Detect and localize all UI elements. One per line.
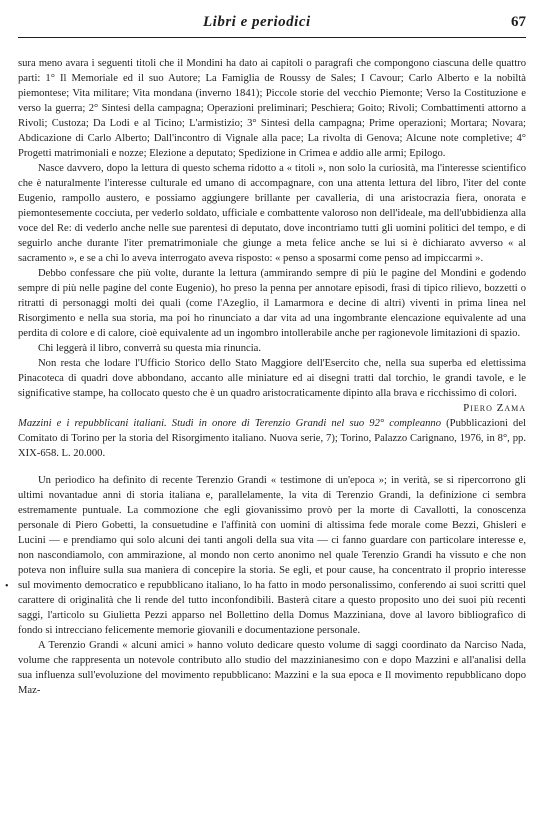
book-title: Mazzini e i repubblicani italiani. Studi in onore di Terenzio Grandi nel suo 92° compleanno [18,418,442,429]
header-rule [18,37,526,38]
paragraph: A Terenzio Grandi « alcuni amici » hanno voluto dedicare questo volume di saggi coordinato da Narciso Nada, volume che rappresenta un notevole contributo allo studio del mazzinianesimo con e dopo Mazzini e all'analisi della sua influenza sull'evoluzione del movimento repubblicano: Mazzini e la sua epoca e Il movimento repubblicano dopo Maz- [18,640,526,696]
page-body [18,56,526,698]
running-title: Libri e periodici [203,14,311,30]
paragraph: Nasce davvero, dopo la lettura di questo schema ridotto a « titoli », non solo la curiosità, ma l'interesse scientifico che è naturalmente l'interesse culturale ed umano di accompagnare, con una attenta lettura del libro, l'iter del conte Eugenio, rampollo austero, e possiamo aggiungere brillante per cavalleria, di una aristocrazia fiera, onorata e piemontesemente cocciuta, per vederlo soldato, ufficiale e combattente valoroso non dell'ideale, ma dell'ubbidienza alla voce del Re: di vederlo anche nelle sue parentesi di deputato, dove incontriamo tutti gli uomini politici del tempo, e di seguirlo anche durante l'iter prematrimoniale che giunge a meta felice anche se lui si è dichiarato avverso « al sacramento », e se a chi lo aveva interrogato aveva risposto: « penso a sposarmi come penso ad impiccarmi ». [18,163,526,264]
paragraph: sura meno avara i seguenti titoli che il Mondini ha dato ai capitoli o paragrafi che compongono ciascuna delle quattro parti: 1° Il Memoriale ed il suo Autore; La Famiglia de Roussy de Sales; I Cavour; Carlo Alberto e la nobiltà piemontese; Vita militare; Vita mondana (inverno 1841); Piccole storie del vecchio Piemonte; Verso la Costituzione e verso la guerra; 2° Sintesi della campagna; Operazioni preliminari; Peschiera; Goito; Rivoli; Combattimenti attorno a Rivoli; Custoza; Da Lodi e al Ticino; L'armistizio; 3° Sintesi della campagna; Prime operazioni; Mortara; Novara; Abdicazione di Carlo Alberto; Dall'incontro di Vignale alla pace; La rivolta di Genova; Alcune note completive; 4° Progetti matrimoniali e nozze; Elezione a deputato; Spedizione in Crimea e addio alle armi; Epilogo. [18,58,526,159]
publication-details: (Pubblicazioni del Comitato di Torino per la storia del Risorgimento italiano. Nuova serie, 7); Torino, Palazzo Carignano, 1976, in 8°, pp. XIX-658. L. 20.000. [18,418,526,459]
second-review [18,416,526,698]
review-bibliographic-heading [18,416,526,461]
page-header [18,14,526,34]
paragraph: Non resta che lodare l'Ufficio Storico dello Stato Maggiore dell'Esercito che, nella sua superba ed elettissima Pinacoteca di quadri dove abbondano, accanto alle miniature ed ai disegni tratti dal torchio, le grandi tavole, e le significative stampe, ha collocato questo che è un quadro aristocraticamente dipinto alla brava e ricchissimo di colori. [18,358,526,399]
paragraph: Chi leggerà il libro, converrà su questa mia rinuncia. [38,343,261,354]
margin-bullet: • [5,581,9,592]
reviewer-signature: Piero Zama [463,402,526,414]
paragraph: Un periodico ha definito di recente Terenzio Grandi « testimone di un'epoca »; in verità, se si ripercorrono gli ultimi novantadue anni di storia italiana e, parallelamente, la vita di Terenzio Grandi, la definizione ci sembra estremamente puntuale. La commozione che egli giovanissimo provò per la morte di Cavallotti, la conoscenza personale di Piero Gobetti, la consuetudine e l'affinità con uomini di altissima fede morale come Bezzi, Ghisleri e Lucini — e prendiamo qui solo alcuni dei tanti angoli della sua vita — ci fanno guardare con particolare interesse e, non nascondiamolo, con ammirazione, al mondo non certo anonimo nel quale Terenzio Grandi ha vissuto e che non poteva non influire sulla sua maniera di concepire la storia. Se egli, et pour cause, ha concentrato il proprio interesse sul movimento democratico e repubblicano italiano, lo ha fatto in modo personalissimo, conferendo ai suoi scritti quel carattere di originalità che li rende del tutto inconfondibili. Basterà citare a questo proposito uno dei suoi più recenti saggi, l'articolo su Giulietta Pezzi apparso nel Bollettino della Domus Mazziniana, dove al lavoro bibliografico di fondo si intrecciano felicemente memorie giovanili e documentazione personale. [18,475,526,636]
paragraph: Debbo confessare che più volte, durante la lettura (ammirando sempre di più le pagine del Mondini e godendo sempre di più nelle pagine del conte Eugenio), ho preso la penna per annotare episodi, frasi di tipico rilievo, bozzetti o ritratti di personaggi molti dei quali (come l'Azeglio, il Lamarmora e decine di altri) viventi in prima linea nel Risorgimento e nella sua storia, ma poi ho rinunciato a dar vita ad una ingombrante elencazione equivalente ad una perdita di colore e di calore, cioè equivalente ad un ingombro intollerabile anche per ragionevole limitazioni di spazio. [18,268,526,339]
first-review [18,56,526,416]
page-number: 67 [511,14,526,30]
review-body [18,473,526,698]
